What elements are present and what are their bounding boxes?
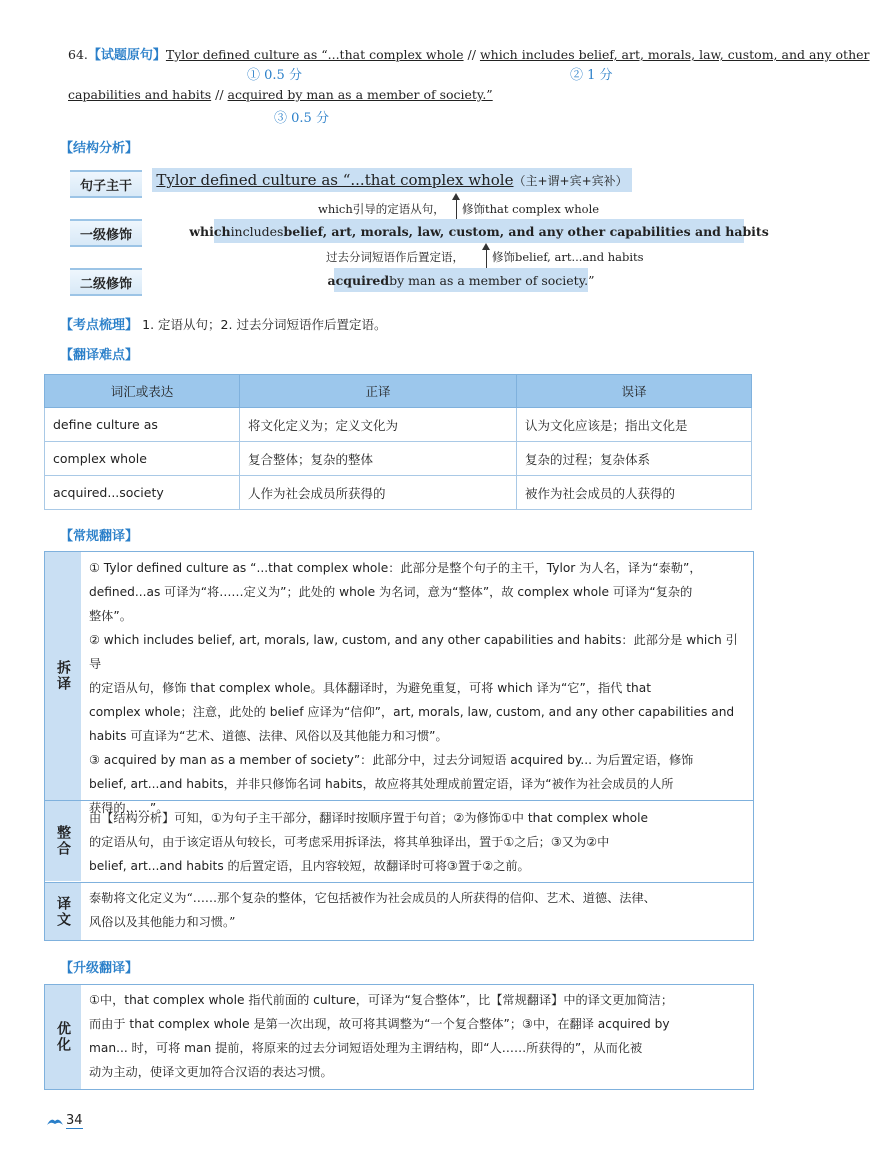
split-line: complex whole；注意，此处的 belief 应译为“信仰”，art, morals, law, custom, and any other capabilities and [89,705,735,719]
table-cell: 认为文化应该是；指出文化是 [517,408,752,442]
table-row [45,408,752,442]
split-line: ① Tylor defined culture as “...that complex whole：此部分是整个句子的主干，Tylor 为人名，译为“泰勒”， [89,561,702,575]
side-merge [45,801,81,881]
bar-main-clause [152,168,632,192]
book-icon [46,1115,64,1127]
original-sentence-line1 [68,44,870,63]
divider [45,800,753,801]
side-optimize [45,985,81,1089]
upgrade-content [89,988,745,1084]
points-text: 1. 定语从句；2. 过去分词短语作后置定语。 [142,317,387,332]
label-main-clause: 句子主干 [70,170,142,198]
separator-2: // [211,87,228,102]
merge-content [89,806,745,878]
label-first-modifier: 一级修饰 [70,219,142,247]
side-result [45,883,81,940]
arrow-1-head [452,193,460,200]
split-line: 获得的……”。 [89,801,169,815]
split-line: ② which includes belief, art, morals, law, custom, and any other capabilities and habits：此部分是 which 引导 [89,633,738,671]
result-line: 泰勒将文化定义为“……那个复杂的整体，它包括被作为社会成员的人所获得的信仰、艺术、道德、法律、 [89,891,656,905]
first-text-a: which [189,223,231,239]
upgrade-line: 而由于 that complex whole 是第一次出现，故可将其调整为“一个复合整体”；③中，在翻译 acquired by [89,1017,670,1031]
tag-regular-translation: 【常规翻译】 [60,529,139,544]
label-merge: 整合 [55,825,71,857]
table-row [45,442,752,476]
note-1-left: which引导的定语从句， [318,202,445,216]
main-text: Tylor defined culture as “...that complex whole [156,171,514,189]
second-text-b: by man as a member of society.” [389,272,595,288]
main-note: （主+谓+宾+宾补） [513,173,628,188]
bar-second-modifier [327,268,595,292]
segment-1: Tylor defined culture as “...that complex whole [165,47,464,62]
separator-1: // [463,47,480,62]
first-text-c: belief, art, morals, law, custom, and any other capabilities and habits [283,223,769,239]
first-text-b: includes [230,223,284,239]
merge-line: belief, art...and habits 的后置定语，且内容较短，故翻译时可将③置于②之前。 [89,859,530,873]
regular-translation-box [44,551,754,941]
split-line: 整体”。 [89,609,132,623]
table-row [45,476,752,510]
result-content [89,886,745,934]
table-cell: complex whole [45,442,240,476]
upgrade-translation-box [44,984,754,1090]
original-sentence-line2 [68,87,493,102]
split-line: ③ acquired by man as a member of society”：此部分中，过去分词短语 acquired by... 为后置定语，修饰 [89,753,694,767]
merge-line: 的定语从句，由于该定语从句较长，可考虑采用拆译法，将其单独译出，置于①之后；③又为②中 [89,835,610,849]
label-second-modifier: 二级修饰 [70,268,142,296]
upgrade-line: 动为主动，使译文更加符合汉语的表达习惯。 [89,1065,333,1079]
table-header: 词汇或表达 [45,375,240,408]
label-split: 拆译 [55,660,71,692]
upgrade-line: ①中，that complex whole 指代前面的 culture，可译为“复合整体”，比【常规翻译】中的译文更加简洁； [89,993,674,1007]
side-split [45,552,81,800]
split-line: 的定语从句，修饰 that complex whole。具体翻译时，为避免重复，可将 which 译为“它”，指代 that [89,681,651,695]
question-number: 64. [68,47,88,62]
tag-structure-analysis: 【结构分析】 [60,141,139,156]
split-line: belief, art...and habits，并非只修饰名词 habits，故应将其处理成前置定语，译为“被作为社会成员的人所 [89,777,674,791]
split-content [89,556,745,820]
upgrade-line: man... 时，可将 man 提前，将原来的过去分词短语处理为主谓结构，即“人……所获得的”，从而化被 [89,1041,643,1055]
second-text-a: acquired [327,272,390,288]
tag-original-sentence: 【试题原句】 [87,48,166,63]
arrow-2-head [482,243,490,250]
segment-2: which includes belief, art, morals, law, custom, and any other [479,47,870,62]
bar-first-modifier [189,219,769,243]
result-line: 风俗以及其他能力和习惯。” [89,915,236,929]
label-result: 译文 [55,895,71,928]
split-line: habits 可直译为“艺术、道德、法律、风俗以及其他能力和习惯”。 [89,729,448,743]
page-number-area [46,1113,83,1129]
arrow-2 [486,248,487,268]
tag-upgrade-translation: 【升级翻译】 [60,961,139,976]
table-cell: 复合整体；复杂的整体 [240,442,517,476]
page-number: 34 [66,1113,83,1128]
tag-points: 【考点梳理】 [60,318,139,333]
segment-2b: capabilities and habits [68,87,212,102]
points-line [60,314,386,333]
difficulty-table [44,374,752,510]
merge-line: 由【结构分析】可知，①为句子主干部分，翻译时按顺序置于句首；②为修饰①中 that complex whole [89,811,649,825]
table-cell: 人作为社会成员所获得的 [240,476,517,510]
table-cell: acquired...society [45,476,240,510]
table-cell: define culture as [45,408,240,442]
table-header: 误译 [517,375,752,408]
table-cell: 被作为社会成员的人获得的 [517,476,752,510]
note-2-right: 修饰belief, art...and habits [492,250,644,264]
note-1-right: 修饰that complex whole [462,202,600,216]
mark-1: ① 0.5 分 [247,68,302,83]
split-line: defined...as 可译为“将……定义为”；此处的 whole 为名词，意为“整体”，故 complex whole 可译为“复杂的 [89,585,693,599]
tag-difficulty: 【翻译难点】 [60,348,139,363]
arrow-1 [456,198,457,220]
table-cell: 将文化定义为；定义文化为 [240,408,517,442]
label-optimize: 优化 [55,1021,71,1053]
note-2-left: 过去分词短语作后置定语， [326,250,464,264]
table-cell: 复杂的过程；复杂体系 [517,442,752,476]
table-header: 正译 [240,375,517,408]
divider [45,882,753,883]
mark-3: ③ 0.5 分 [274,111,329,126]
mark-2: ② 1 分 [570,68,613,83]
table-header-row [45,375,752,408]
segment-3: acquired by man as a member of society.” [227,87,493,102]
